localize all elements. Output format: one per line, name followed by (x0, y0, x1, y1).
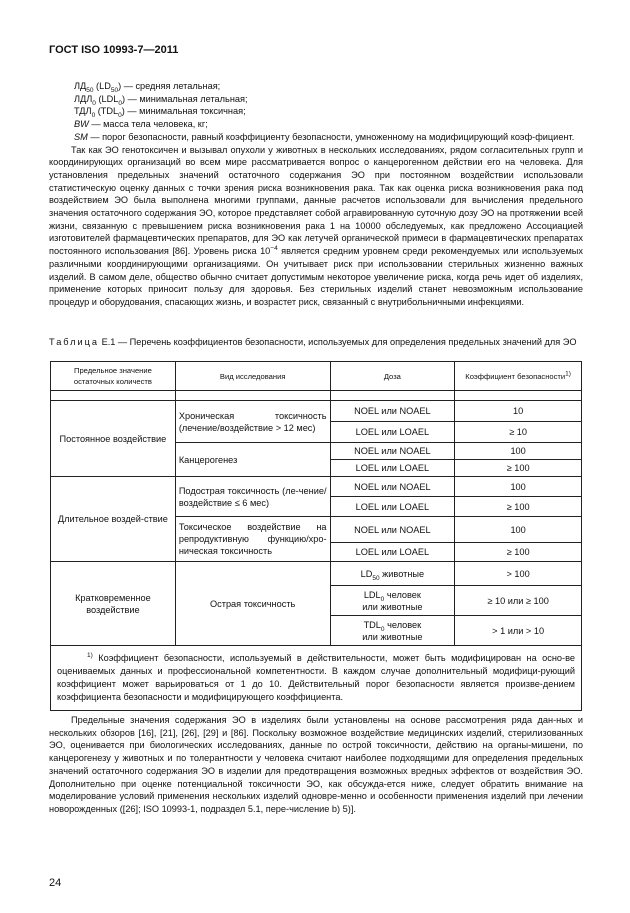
dose-cell: LOEL или LOAEL (330, 460, 455, 477)
factor-cell: ≥ 10 (455, 422, 582, 443)
table-caption: Таблица Е.1 — Перечень коэффициентов безопасности, используемых для определения предельных значений для ЭО (49, 337, 577, 347)
dose-cell: NOEL или NOAEL (330, 401, 455, 422)
dose-cell: $TDL_0$ человек или животные (330, 616, 455, 646)
factor-cell: 10 (455, 401, 582, 422)
study-carcinogenesis: Канцерогенез (175, 443, 330, 477)
factor-cell: 100 (455, 517, 582, 543)
study-reproductive-toxicity: Токсическое воздействие на репродуктивную функцию/хро-ническая токсичность (175, 517, 330, 562)
dose-cell: LOEL или LOAEL (330, 543, 455, 562)
col-header-limit: Предельное значение остаточных количеств (51, 362, 176, 391)
dose-cell: $LD_{50}$ животные (330, 562, 455, 586)
dose-cell: LOEL или LOAEL (330, 422, 455, 443)
factor-cell: ≥ 100 (455, 497, 582, 517)
safety-factors-table (50, 361, 582, 711)
group-short-term: Кратковременное воздействие (51, 562, 176, 646)
definitions-block (49, 80, 583, 309)
group-prolonged: Длительное воздей-ствие (51, 477, 176, 562)
factor-cell: ≥ 100 (455, 543, 582, 562)
table-footnote: $^{1)}$ Коэффициент безопасности, используемый в действительности, может быть модифицирован на осно-ве оцениваемых данных и профессиональной компетентности. В каждом случае дополнительный модифици-рующий коэффициент может варьироваться от 1 до 10. Действительный порог безопасности является произве-дением коэффициента безопасности и модифицирующего коэффициента. (51, 646, 582, 711)
definition-sm: SM — порог безопасности, равный коэффициенту безопасности, умноженному на модифицирующий коэф-фициент. (74, 131, 575, 142)
factor-cell: ≥ 100 (455, 460, 582, 477)
dose-cell: NOEL или NOAEL (330, 477, 455, 497)
definition-ldl0: $ЛДЛ_0$ $(LDL_0)$ — минимальная летальная; (74, 93, 248, 107)
factor-cell: 100 (455, 443, 582, 460)
paragraph-carcinogenic-risk: Так как ЭО генотоксичен и вызывал опухоли у животных в нескольких исследованиях, рядом согласительных групп и координирующих организаций во всем мире рассматривается вопрос о канцерогенном действии его на человека. Для установления предельных значений остаточного содержания ЭО при постоянном воздействии использовали статистическую оценку данных с точки зрения риска возникновения рака. Так как оценка риска возникновения рака под воздействием ЭО была выполнена многими группами, данные расчетов использовали для вычисления предельного значения остаточного содержания ЭО, которое представляет собой агравированную суточную дозу ЭО на протяжении всей жизни, связанную с превышением риска возникновения рака 1 на 10000 обследуемых, как предложено Ассоциацией изготовителей фармацевтических препаратов, для ЭО как летучей органической примеси в фармацевтических препаратах постоянного использования [86]. Уровень риска $10^{-4}$ является средним уровнем среди рекомендуемых или используемых различными координирующими организациями. Он учитывает риск при использовании стерильных жизненно важных изделий. В самом деле, общество обычно считает допустимым некоторое увеличение риска, когда речь идет об изделиях, применение которых приносит пользу для здоровья. Без стерильных изделий станет невозможным использование процедур и оборудования, спасающих жизнь, и возрастет риск, связанный с внутрибольничными инфекциями. (49, 144, 583, 307)
dose-cell: NOEL или NOAEL (330, 517, 455, 543)
group-permanent: Постоянное воздействие (51, 401, 176, 477)
study-subacute-toxicity: Подострая токсичность (ле-чение/воздействие ≤ 6 мес) (175, 477, 330, 517)
factor-cell: > 1 или > 10 (455, 616, 582, 646)
table-header-row (51, 362, 582, 391)
study-chronic-toxicity: Хроническая токсичность (лечение/воздействие > 12 мес) (175, 401, 330, 443)
col-header-dose: Доза (330, 362, 455, 391)
page-number: 24 (49, 877, 62, 889)
definition-ld50: $ЛД_{50}$ $(LD_{50})$ — средняя летальная; (74, 81, 221, 94)
factor-cell: > 100 (455, 562, 582, 586)
paragraph-limits: Предельные значения содержания ЭО в изделиях были установлены на основе рассмотрения ряда дан-ных и нескольких обзоров [16], [21], [26], [29] и [86]. Поскольку возможное воздействие медицинских изделий, стерилизованных ЭО, оценивается при биологических исследованиях, данные по острой токсичности, действию на органы-мишени, по канцерогенезу у животных и по толерантности у человека считают наиболее подходящими для определения предельных значений остаточного содержания ЭО в изделии для предотвращения возможных вредных эффектов от воздействия ЭО. Дополнительно при оценке потенциальной токсичности ЭО, как обсужда-ется ниже, следует обратить внимание на моделирование условий применения нескольких изделий одновре-менно и особенности применения изделий при лечении новорожденных ([26]; ISO 10993-1, подраздел 5.1, пере-числение b) 5)]. (49, 715, 583, 814)
col-header-factor: Коэффициент безопасности$^{1)}$ (455, 362, 582, 391)
definition-bw: BW — масса тела человека, кг; (74, 119, 208, 130)
factor-cell: ≥ 10 или ≥ 100 (455, 586, 582, 616)
col-header-study: Вид исследования (175, 362, 330, 391)
dose-cell: LOEL или LOAEL (330, 497, 455, 517)
factor-cell: 100 (455, 477, 582, 497)
document-header: ГОСТ ISO 10993-7—2011 (49, 44, 179, 56)
study-acute-toxicity: Острая токсичность (175, 562, 330, 646)
dose-cell: $LDL_0$ человек или животные (330, 586, 455, 616)
definition-tdl0: $ТДЛ_0$ $(TDL_0)$ — минимальная токсичная; (74, 106, 246, 120)
dose-cell: NOEL или NOAEL (330, 443, 455, 460)
